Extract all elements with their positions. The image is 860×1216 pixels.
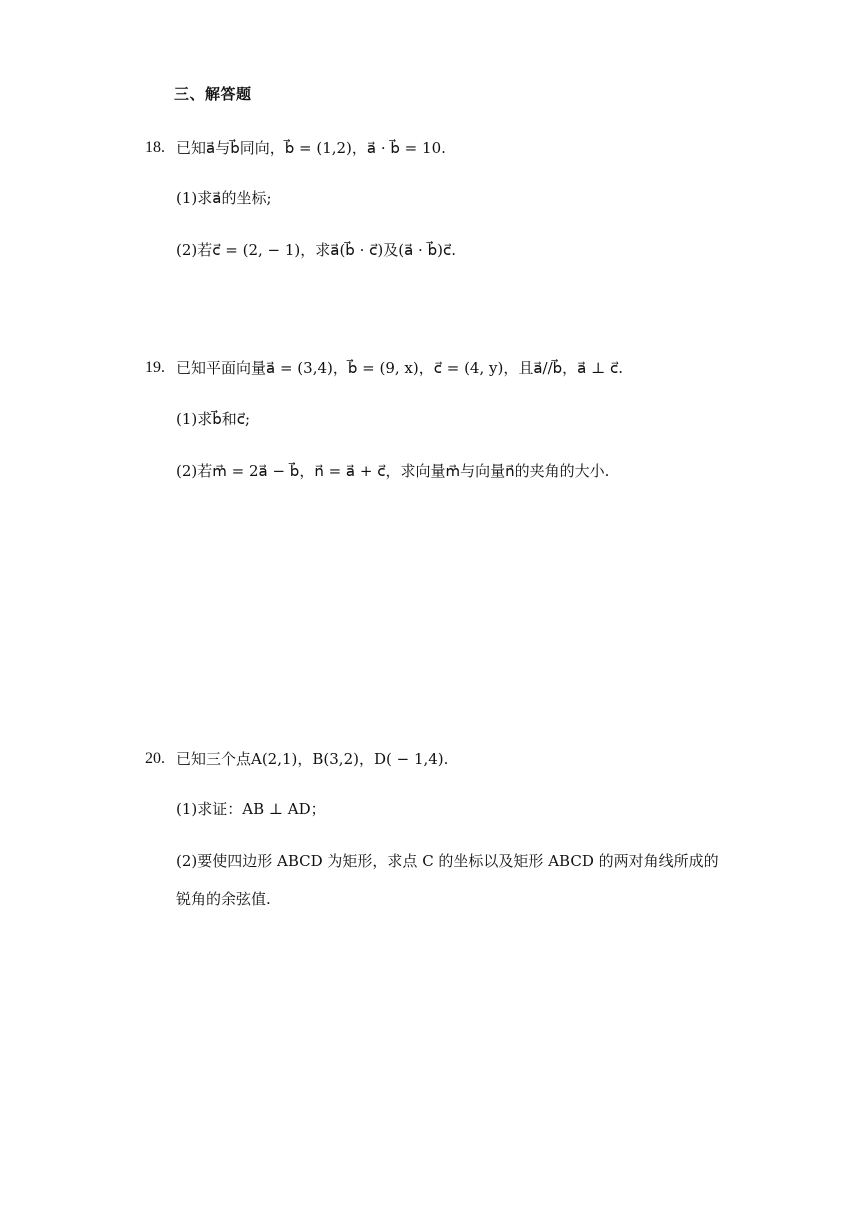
- question-number-20: 20.: [145, 750, 165, 767]
- question-20-part-1: (1)求证：AB ⊥ AD；: [176, 800, 326, 818]
- question-18-part-1: (1)求a⃗的坐标;: [176, 189, 272, 207]
- question-18-part-2: (2)若c⃗ = (2, − 1)，求a⃗(b⃗ · c⃗)及(a⃗ · b⃗)c⃗.: [176, 241, 456, 259]
- section-title: 三、解答题: [174, 85, 252, 103]
- question-18-stem: 已知a⃗与b⃗同向，b⃗ = (1,2)，a⃗ · b⃗ = 10.: [176, 139, 446, 157]
- question-19-stem: 已知平面向量a⃗ = (3,4)，b⃗ = (9, x)，c⃗ = (4, y)，且a⃗//b⃗，a⃗ ⊥ c⃗.: [176, 359, 624, 377]
- question-number-18: 18.: [145, 139, 165, 156]
- question-19-part-1: (1)求b⃗和c⃗;: [176, 410, 251, 428]
- question-20-stem: 已知三个点A(2,1)，B(3,2)，D( − 1,4).: [176, 750, 449, 768]
- question-20-part-2: (2)要使四边形 ABCD 为矩形，求点 C 的坐标以及矩形 ABCD 的两对角线所成的锐角的余弦值.: [176, 852, 719, 908]
- question-number-19: 19.: [145, 359, 165, 376]
- question-19-part-2: (2)若m⃗ = 2a⃗ − b⃗，n⃗ = a⃗ + c⃗，求向量m⃗与向量n⃗的夹角的大小.: [176, 462, 610, 480]
